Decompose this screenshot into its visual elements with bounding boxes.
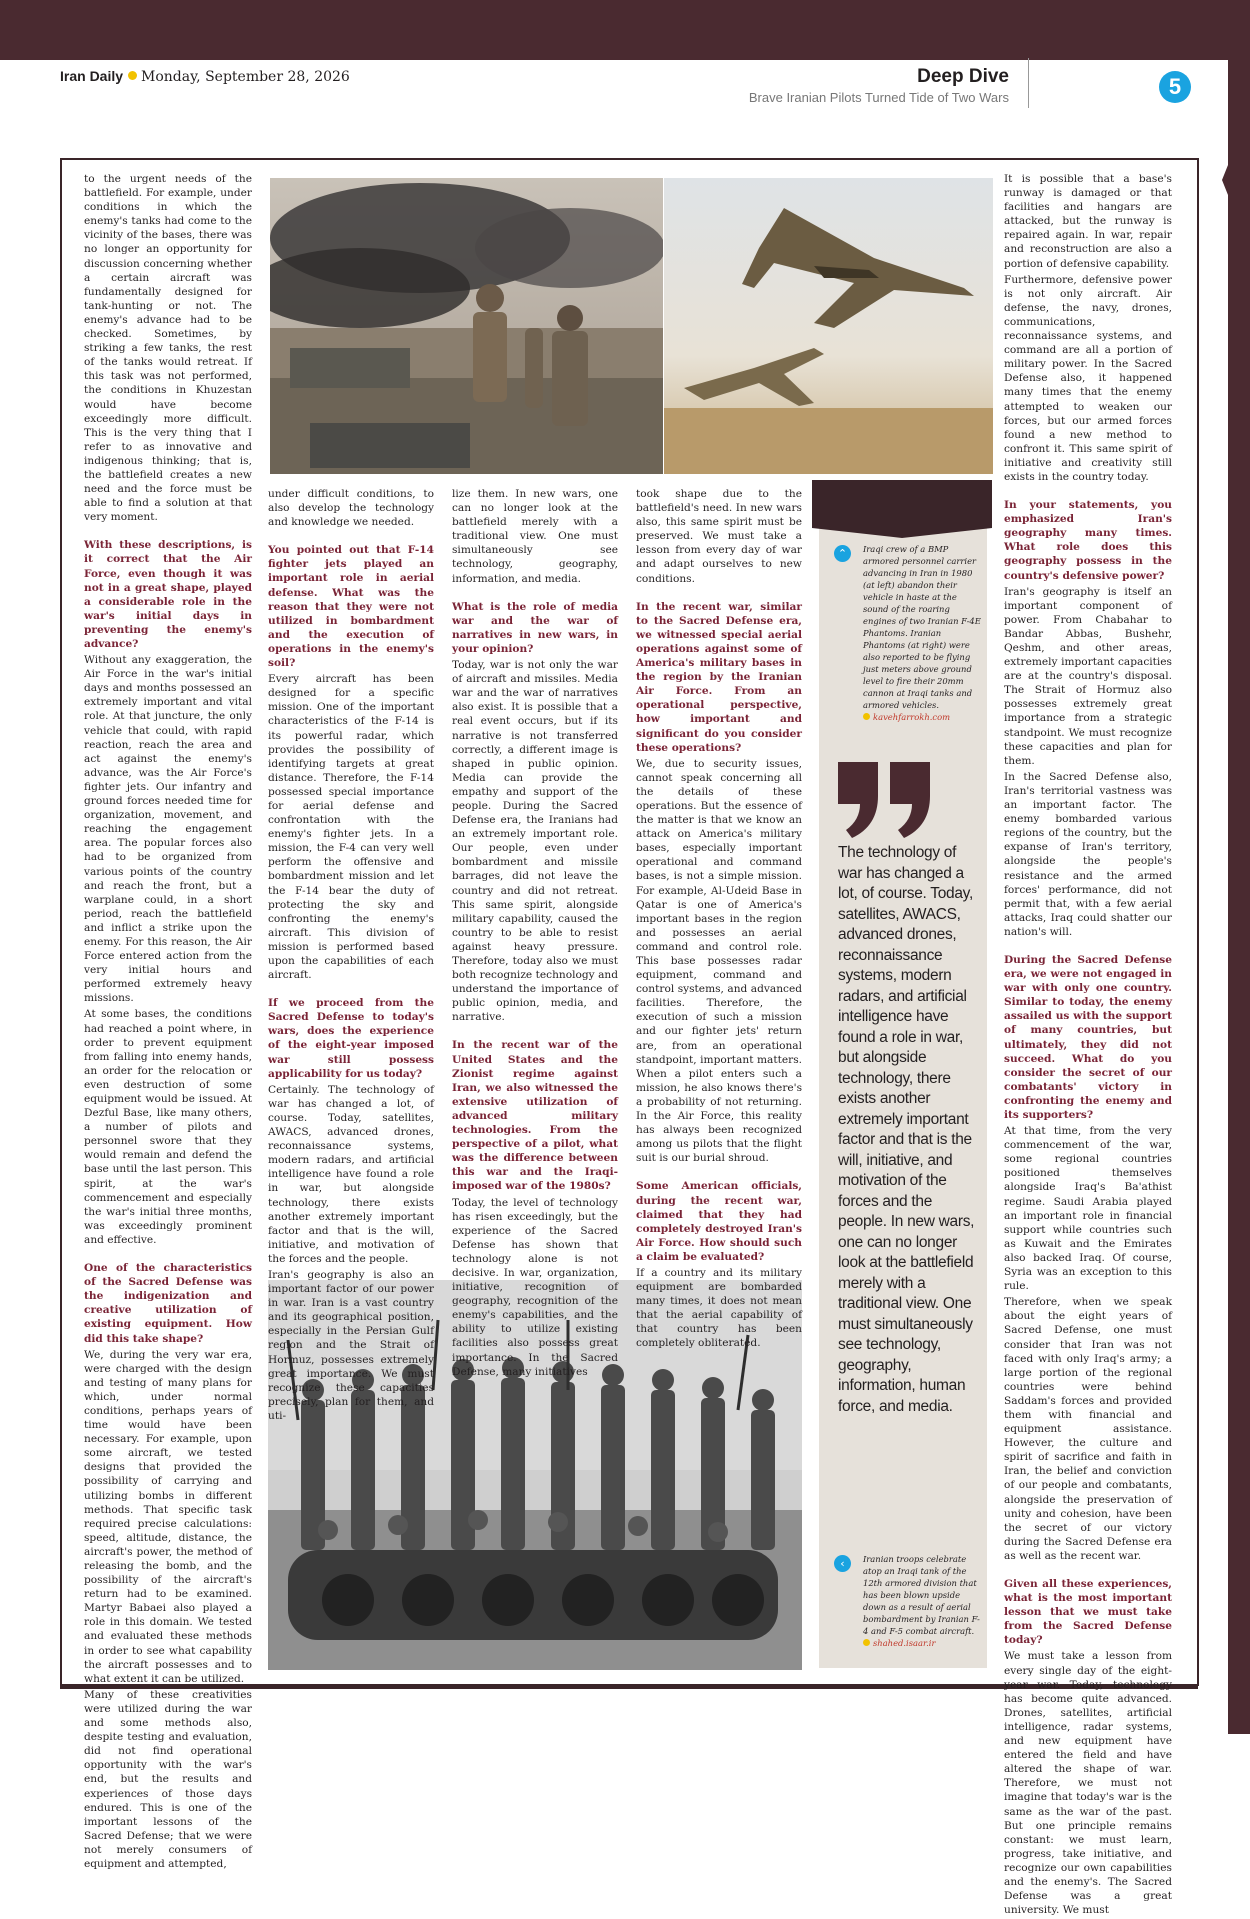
paragraph: Certainly. The technology of war has changed a lot, of course. Today, satellites, AWACS, advanced drones, reconnaissance systems, modern radars, and artificial intelligence have found a role in war, but alongside technology, there exists another extremely important factor and that is the will, initiative, and motivation of the forces and the people.: [268, 1083, 434, 1265]
edge-tab: [1222, 150, 1234, 210]
column-6: [1004, 172, 1172, 1919]
right-edge-band: [1228, 60, 1250, 1734]
caption-source: shahed.isaar.ir: [863, 1638, 935, 1648]
section-title: Deep Dive: [917, 66, 1009, 87]
paragraph: Without any exaggeration, the Air Force in the war's initial days and months possessed an extremely important and vital role. At that juncture, the only vehicle that could, with rapid reaction, reach the area and act against the enemy's advance, was the Air Force's fighter jets. Our infantry and ground forces needed time for organization, movement, and reaching the engagement area. The popular forces also had to be organized from various points of the country and reach the front, but a warplane could, in a short period, reach the battlefield and inflict a strike upon the enemy. For this reason, the Air Force entered action from the very initial hours and performed extremely heavy missions.: [84, 654, 252, 1005]
interview-question: One of the characteristics of the Sacred Defense was the indigenization and creative utilization of existing equipment. How did this take shape?: [84, 1262, 252, 1345]
interview-question: In your statements, you emphasized Iran's geography many times. What role does this geography possess in the country's defensive power?: [1004, 499, 1172, 582]
paragraph: under difficult conditions, to also develop the technology and knowledge we needed.: [268, 488, 434, 529]
bullet-icon: [128, 71, 137, 80]
paragraph: If a country and its military equipment are bombarded many times, it does not mean that the aerial capability of that country has been completely obliterated.: [636, 1266, 802, 1350]
paragraph: Today, the level of technology has risen exceedingly, but the experience of the Sacred Defense has shown that technology alone is not decisive. In war, organization, initiative, recognition of geography, recognition of the enemy's capabilities, and the ability to utilize existing facilities also possess great importance. In the Sacred Defense, many initiatives: [452, 1196, 618, 1378]
column-2: [268, 487, 434, 1425]
paragraph: lize them. In new wars, one can no longer look at the battlefield merely with a traditional view. One must simultaneously see technology, geography, information, and media.: [452, 488, 618, 585]
paragraph: Furthermore, defensive power is not only aircraft. Air defense, the navy, drones, communications, reconnaissance systems, and command are all a portion of military power. In the Sacred Defense also, it happened many times that the enemy attempted to weaken our forces, but our armed forces found a new method to confront it. This same spirit of initiative and creativity still exists in the country today.: [1004, 273, 1172, 483]
interview-question: You pointed out that F-14 fighter jets played an important role in aerial defense. What was the reason that they were not utilized in bombardment and the execution of operations in the enemy's soil?: [268, 544, 434, 670]
caption-text: Iranian troops celebrate atop an Iraqi tank of the 12th armored division that has been blown upside down as a result of aerial bombardment by Iranian F-4 and F-5 combat aircraft.: [863, 1554, 980, 1636]
interview-question: In the recent war, similar to the Sacred Defense era, we witnessed special aerial operations against some of America's military bases in the region by the Iranian Air Force. From an operational perspective, how important and significant do you consider these operations?: [636, 600, 802, 754]
paper-name: Iran Daily: [60, 68, 124, 84]
paragraph: In the Sacred Defense also, Iran's territorial vastness was an important factor. The enemy bombarded various regions of the country, but the expanse of Iran's territory, alongside the people's resistance and the armed forces' performance, did not permit that, with a few aerial attacks, Iraq could shatter our nation's will.: [1004, 770, 1172, 938]
interview-question: With these descriptions, is it correct that the Air Force, even though it was not in a great shape, played a considerable role in the war's initial days in preventing the enemy's advance?: [84, 539, 252, 650]
page-number: 5: [1159, 71, 1191, 103]
paragraph: At that time, from the very commencement of the war, some regional countries positioned themselves alongside Iraq's Ba'athist regime. Saudi Arabia played an important role in financial support while countries such as Kuwait and the Emirates also backed Iraq. Of course, Syria was an exception to this rule.: [1004, 1125, 1172, 1293]
interview-question: If we proceed from the Sacred Defense to today's wars, does the experience of the eight-year imposed war still possess applicability for us today?: [268, 997, 434, 1080]
interview-question: During the Sacred Defense era, we were not engaged in war with only one country. Similar to today, the enemy assailed us with the support of many countries, but ultimately, they did not succeed. What do you consider the secret of our combatants' victory in confronting the enemy and its supporters?: [1004, 953, 1172, 1121]
chevron-up-icon: ⌃: [834, 545, 851, 562]
paragraph: Many of these creativities were utilized during the war and some methods also, despite testing and evaluation, did not find operational opportunity with the war's end, but the results and experiences of those days endured. This is one of the important lessons of the Sacred Defense; that we were not merely consumers of equipment and attempted,: [84, 1688, 252, 1870]
paragraph: Therefore, when we speak about the eight years of Sacred Defense, one must consider that Iran was not faced with only Iraq's army; a large portion of the regional countries were behind Saddam's forces and provided them with financial and equipment assistance. However, the culture and spirit of sacrifice and faith in Iran, the belief and conviction of our people and combatants, alongside the preservation of unity and cohesion, have been the secret of our victory during the Sacred Defense era as well as the recent war.: [1004, 1296, 1172, 1562]
photo-soldiers-fleeing: [270, 178, 663, 474]
soldiers-photo-art: [270, 178, 663, 474]
masthead: [60, 68, 350, 85]
top-banner: [0, 0, 1250, 60]
paragraph: Iran's geography is itself an important component of power. From Chabahar to Bandar Abbas, Bushehr, Qeshm, and other areas, extremely important capacities are at the country's disposal. The Strait of Hormuz also possesses extremely great importance from a strategic standpoint. We must recognize these capacities and plan for them.: [1004, 585, 1172, 767]
paragraph: took shape due to the battlefield's need. In new wars also, this same spirit must be preserved. We must take a lesson from every day of war and adapt ourselves to new conditions.: [636, 488, 802, 585]
section-header: [749, 66, 1009, 105]
interview-question: Some American officials, during the recent war, claimed that they had completely destroyed Iran's Air Force. How should such a claim be evaluated?: [636, 1180, 802, 1263]
column-4: [636, 487, 802, 1353]
caption-phantoms: [863, 543, 981, 723]
paragraph: Iran's geography is also an important factor of our power in war. Iran is a vast country and its geographical position, especially in the Persian Gulf region and the Strait of Hormuz, possesses extremely great importance. We must recognize these capacities precisely, plan for them, and uti-: [268, 1268, 434, 1422]
pull-quote: The technology of war has changed a lot, of course. Today, satellites, AWACS, advanced drones, reconnaissance systems, modern radars, and artificial intelligence have found a role in war, but alongside technology, there exists another extremely important factor and that is the will, initiative, and motivation of the forces and the people. In new wars, one can no longer look at the battlefield merely with a traditional view. One must simultaneously see technology, geography, information, human force, and media.: [838, 844, 975, 1415]
phantoms-photo-art: [664, 178, 993, 474]
quote-icon: [836, 760, 936, 840]
paragraph: We, due to security issues, cannot speak concerning all the details of these operations. But the essence of the matter is that we know an attack on America's military bases, especially important operational and command bases, is not a simple mission. For example, Al-Udeid Base in Qatar is one of America's important bases in the region and possesses an aerial command and control role. This base possesses radar equipment, command and control systems, and advanced facilities. Therefore, the execution of such a mission and our fighter jets' return are, from an operational standpoint, important matters. When a pilot enters such a mission, he also knows there's a probability of not returning. In the Air Force, this reality has always been recognized among us pilots that the flight suit is our burial shroud.: [636, 757, 802, 1165]
paragraph: It is possible that a base's runway is damaged or that facilities and hangars are attacked, but the runway is repaired again. In war, repair and reconstruction are also a portion of defensive capability.: [1004, 173, 1172, 270]
photo-f4-phantoms: [664, 178, 993, 474]
paragraph: Every aircraft has been designed for a specific mission. One of the important characteristics of the F-14 is its powerful radar, which provides the possibility of identifying targets at great distance. Therefore, the F-14 possessed special importance for aerial defense and confrontation with the enemy's fighter jets. In a mission, the F-4 can very well perform the offensive and bombardment mission and let the F-14 bear the duty of protecting the sky and confronting the enemy's aircraft. This division of mission is performed based upon the capabilities of each aircraft.: [268, 673, 434, 982]
interview-question: Given all these experiences, what is the most important lesson that we must take from the Sacred Defense today?: [1004, 1578, 1172, 1647]
caption-text: Iraqi crew of a BMP armored personnel carrier advancing in Iran in 1980 (at left) abandon their vehicle in haste at the sound of the roaring engines of two Iranian F-4E Phantoms. Iranian Phantoms (at right) were also reported to be flying just meters above ground level to fire their 20mm cannon at Iraqi tanks and armored vehicles.: [863, 544, 981, 710]
column-3: [452, 487, 618, 1381]
paragraph: to the urgent needs of the battlefield. For example, under conditions in which the enemy's tanks had come to the vicinity of the bases, there was no longer an opportunity for discussion concerning whether a certain aircraft was fundamentally designed for tank-hunting or not. The enemy's advance had to be checked. Sometimes, by striking a few tanks, the rest of the tanks would retreat. If this task was not performed, the conditions in Khuzestan would have become exceedingly more difficult. This is the very thing that I refer to as innovative and indigenous thinking; that is, the battlefield creates a new need and the force must be able to find a solution at that very moment.: [84, 173, 252, 524]
paragraph: Today, war is not only the war of aircraft and missiles. Media war and the war of narratives also exist. It is possible that a real event occurs, but if its narrative is not transferred correctly, a different image is shaped in public opinion. Media can provide the empathy and support of the people. During the Sacred Defense era, the Iranians had an extremely important role. Our people, even under bombardment and missile barrages, did not leave the country and did not retreat. This same spirit, alongside military capability, caused the country to be able to resist against heavy pressure. Therefore, today also we must both recognize technology and understand the importance of public opinion, media, and narrative.: [452, 659, 618, 1024]
column-1: [84, 172, 252, 1873]
caption-troops: [863, 1553, 981, 1649]
caption-source: kavehfarrokh.com: [863, 712, 950, 722]
paragraph: We must take a lesson from every single day of the eight-year war. Today, technology has become quite advanced. Drones, satellites, artificial intelligence, radar systems, and new equipment have entered the field and have altered the shape of war. Therefore, we must not imagine that today's war is the same as the war of the past. But one principle remains constant: we must learn, progress, take initiative, and recognize our own capabilities and the enemy's. The Sacred Defense was a great university. We must: [1004, 1650, 1172, 1917]
paragraph: At some bases, the conditions had reached a point where, in order to prevent equipment from falling into enemy hands, an order for the relocation or even destruction of some equipment would be issued. At Dezful Base, like many others, a number of pilots and personnel swore that they would remain and defend the base until the last person. This spirit, at the war's commencement and especially the war's initial three months, was exceedingly prominent and effective.: [84, 1008, 252, 1246]
sidebar-header-bar: [812, 480, 992, 528]
interview-question: What is the role of media war and the war of narratives in new wars, in your opinion?: [452, 600, 618, 655]
section-subtitle: Brave Iranian Pilots Turned Tide of Two Wars: [748, 90, 1009, 105]
chevron-left-icon: ‹: [834, 1555, 851, 1572]
interview-question: In the recent war of the United States and the Zionist regime against Iran, we also witnessed the extensive utilization of advanced military technologies. From the perspective of a pilot, what was the difference between this war and the Iraqi-imposed war of the 1980s?: [452, 1039, 618, 1193]
paragraph: We, during the very war era, were charged with the design and testing of many plans for which, under normal conditions, perhaps years of time would have been necessary. For example, upon some aircraft, we tested designs that provided the possibility of carrying and utilizing bombs in different methods. That specific task required precise calculations: speed, altitude, distance, the aircraft's power, the method of releasing the bomb, and the possibility of the aircraft's return had to be examined. Martyr Babaei also played a role in this domain. We tested and evaluated these methods in order to see what capability the aircraft possesses and to what extent it can be utilized.: [84, 1348, 252, 1685]
issue-date: Monday, September 28, 2026: [141, 69, 350, 85]
header-divider: [1028, 58, 1029, 108]
